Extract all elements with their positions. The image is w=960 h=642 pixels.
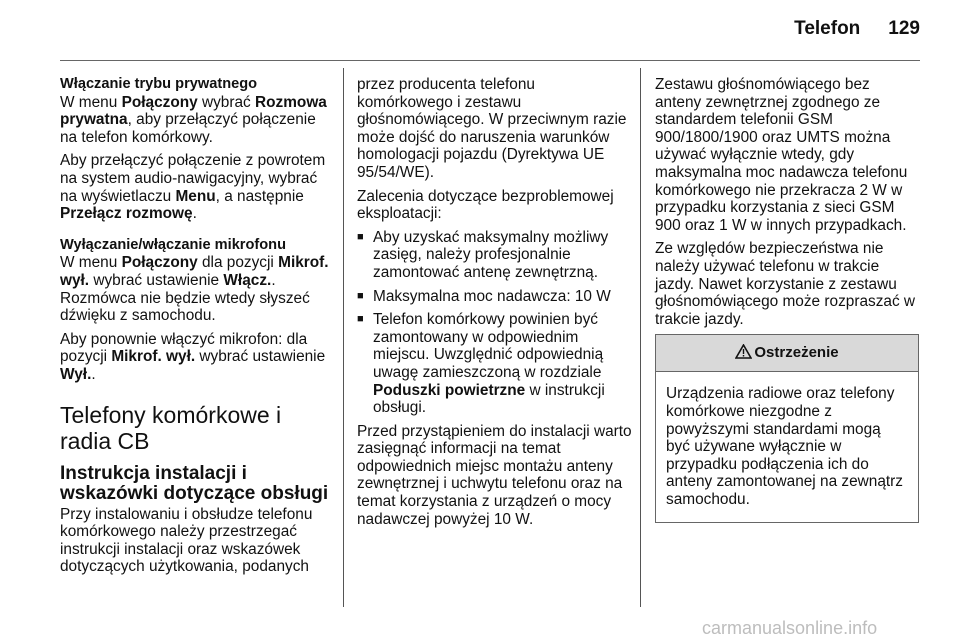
- paragraph: Przy instalowaniu i obsłudze telefonu komórkowego należy przestrzegać instrukcji instalacji oraz wskazówek dotyczących użytkowania, podanych: [60, 505, 313, 576]
- header-title: Telefon: [794, 18, 861, 39]
- subheading: Wyłączanie/włączanie mikrofonu: [60, 236, 287, 253]
- paragraph: Zalecenia dotyczące bezproblemowej eksploatacji:: [357, 187, 614, 223]
- column-3: [655, 76, 919, 523]
- paragraph: W menu Połączony wybrać Rozmowa prywatna, aby przełączyć połączenie na telefon komórkowy.: [60, 93, 327, 146]
- column-2: [357, 76, 632, 534]
- subheading: Włączanie trybu prywatnego: [60, 76, 258, 92]
- page-number: 129: [888, 18, 920, 39]
- paragraph: przez producenta telefonu komórkowego i zestawu głośnomówiącego. W przeciwnym razie może dojść do naruszenia warunków homologacji pojazdu (Dyrektywa UE 95/54/WE).: [357, 76, 627, 181]
- section-heading: Telefony komórkowe i radia CB: [60, 401, 282, 454]
- column-divider: [343, 68, 344, 607]
- watermark: carmanualsonline.info: [702, 618, 878, 638]
- warning-box: [655, 334, 919, 523]
- page-header: [794, 18, 920, 40]
- paragraph: Aby przełączyć połączenie z powrotem na system audio-nawigacyjny, wybrać na wyświetlaczu Menu, a następnie Przełącz rozmowę.: [60, 152, 326, 223]
- paragraph: Aby ponownie włączyć mikrofon: dla pozycji Mikrof. wył. wybrać ustawienie Wył..: [60, 330, 326, 383]
- list-item: ■ Aby uzyskać maksymalny możliwy zasięg, należy profesjonalnie zamontować antenę zewnętrzną.: [357, 229, 632, 282]
- warning-header: [656, 335, 918, 372]
- paragraph: Przed przystąpieniem do instalacji warto zasięgnąć informacji na temat odpowiednich miejsc montażu anteny zewnętrznej i uchwytu telefonu oraz na temat korzystania z urządzeń o mocy nadawczej powyżej 10 W.: [357, 422, 632, 528]
- section-subheading: Instrukcja instalacji i wskazówki dotyczące obsługi: [60, 462, 329, 504]
- paragraph: Ze względów bezpieczeństwa nie należy używać telefonu w trakcie jazdy. Nawet korzystanie z zestawu głośnomówiącego może rozpraszać w trakcie jazdy.: [655, 240, 916, 328]
- column-1: [60, 76, 332, 582]
- bullet-list: [357, 229, 632, 417]
- column-divider: [640, 68, 641, 607]
- header-rule: [60, 60, 920, 61]
- list-item: ■ Telefon komórkowy powinien być zamontowany w odpowiednim miejscu. Uwzględnić odpowiednią uwagę zamieszczoną w rozdziale Poduszki powietrzne w instrukcji obsługi.: [357, 311, 632, 417]
- paragraph: Zestawu głośnomówiącego bez anteny zewnętrznej zgodnego ze standardem telefonii GSM 900/1800/1900 oraz UMTS można używać wyłącznie wtedy, gdy maksymalna moc nadawcza telefonu komórkowego nie przekracza 2 W w przypadku korzystania z sieci GSM 900 oraz 1 W w innych przypadkach.: [655, 76, 908, 234]
- warning-body: Urządzenia radiowe oraz telefony komórkowe niezgodne z powyższymi standardami mogą być używane wyłącznie w przypadku podłączenia ich do anteny zamontowanej na zewnątrz samochodu.: [666, 385, 903, 508]
- warning-title: Ostrzeżenie: [754, 344, 839, 362]
- warning-triangle-icon: [735, 344, 752, 359]
- paragraph: W menu Połączony dla pozycji Mikrof. wył. wybrać ustawienie Włącz.. Rozmówca nie będzie wtedy słyszeć dźwięku z samochodu.: [60, 254, 329, 325]
- list-item: ■ Maksymalna moc nadawcza: 10 W: [357, 288, 632, 306]
